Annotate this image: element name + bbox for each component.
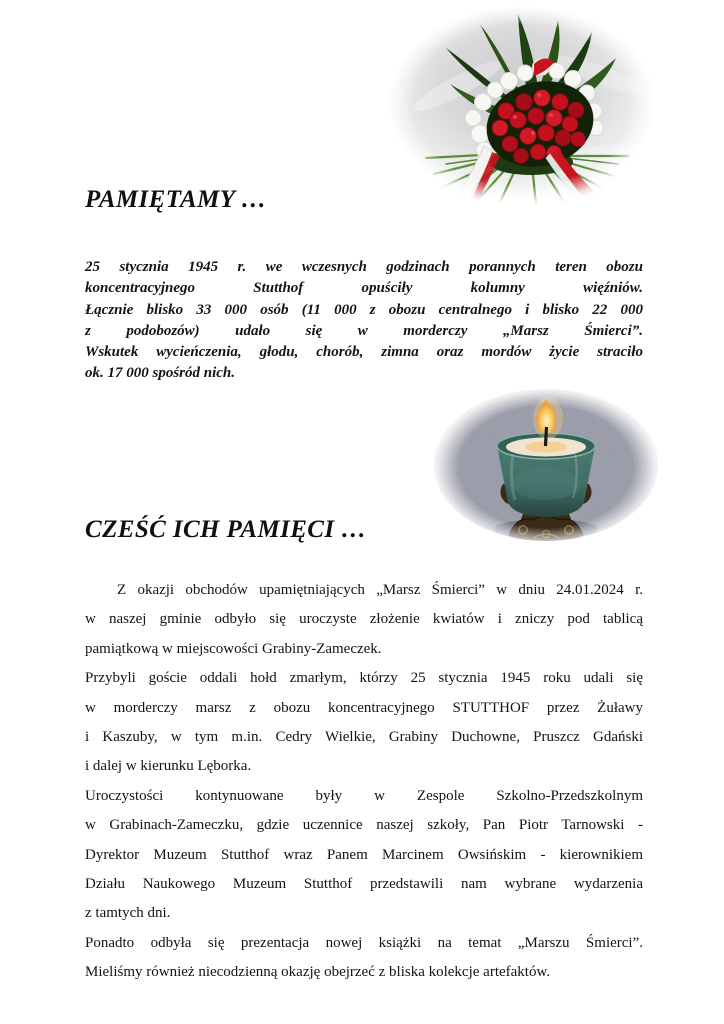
body-line: pamiątkową w miejscowości Grabiny-Zameczek. — [85, 640, 382, 657]
body-line: Z okazji obchodów upamiętniających „Marsz Śmierci” w dniu 24.01.2024 r. — [117, 582, 643, 598]
intro-line: koncentracyjnego Stutthof opuściły kolumny więźniów. — [85, 280, 643, 297]
candle-illustration — [433, 388, 659, 546]
body-line: w morderczy marsz z obozu koncentracyjnego STUTTHOF przez Żuławy — [85, 699, 643, 716]
memorial-candle-photo — [433, 388, 659, 546]
intro-paragraph — [85, 257, 643, 385]
wreath-photo — [388, 6, 656, 204]
body-line: Mieliśmy również niecodzienną okazję obejrzeć z bliska kolekcje artefaktów. — [85, 964, 551, 981]
intro-line: 25 stycznia 1945 r. we wczesnych godzinach porannych teren obozu — [85, 259, 643, 275]
body-line: Ponadto odbyła się prezentacja nowej książki na temat „Marszu Śmierci”. — [85, 934, 643, 951]
intro-line: Wskutek wycieńczenia, głodu, chorób, zimna oraz mordów życie straciło — [85, 344, 643, 361]
body-line: Dyrektor Muzeum Stutthof wraz Panem Marcinem Owsińskim - kierownikiem — [85, 846, 643, 863]
intro-line: z podobozów) udało się w morderczy „Marsz Śmierci”. — [85, 322, 643, 339]
body-line: i Kaszuby, w tym m.in. Cedry Wielkie, Grabiny Duchowne, Pruszcz Gdański — [85, 729, 643, 746]
body-line: Przybyli goście oddali hołd zmarłym, którzy 25 stycznia 1945 roku udali się — [85, 670, 643, 687]
body-line: w Grabinach-Zameczku, gdzie uczennice naszej szkoły, Pan Piotr Tarnowski - — [85, 817, 643, 834]
body-line: Uroczystości kontynuowane były w Zespole Szkolno-Przedszkolnym — [85, 787, 643, 804]
wreath-illustration — [388, 6, 656, 204]
body-line: Działu Naukowego Muzeum Stutthof przedstawili nam wybrane wydarzenia — [85, 876, 643, 893]
intro-line: Łącznie blisko 33 000 osób (11 000 z obozu centralnego i blisko 22 000 — [85, 301, 643, 318]
body-line: w naszej gminie odbyło się uroczyste złożenie kwiatów i zniczy pod tablicą — [85, 611, 643, 628]
intro-line: ok. 17 000 spośród nich. — [85, 365, 236, 382]
body-line: z tamtych dni. — [85, 905, 171, 922]
body-line: i dalej w kierunku Lęborka. — [85, 758, 252, 775]
body-text — [85, 576, 643, 988]
heading-pamietamy: PAMIĘTAMY … — [85, 186, 267, 213]
heading-czesc-ich-pamieci: CZEŚĆ ICH PAMIĘCI … — [85, 516, 367, 543]
